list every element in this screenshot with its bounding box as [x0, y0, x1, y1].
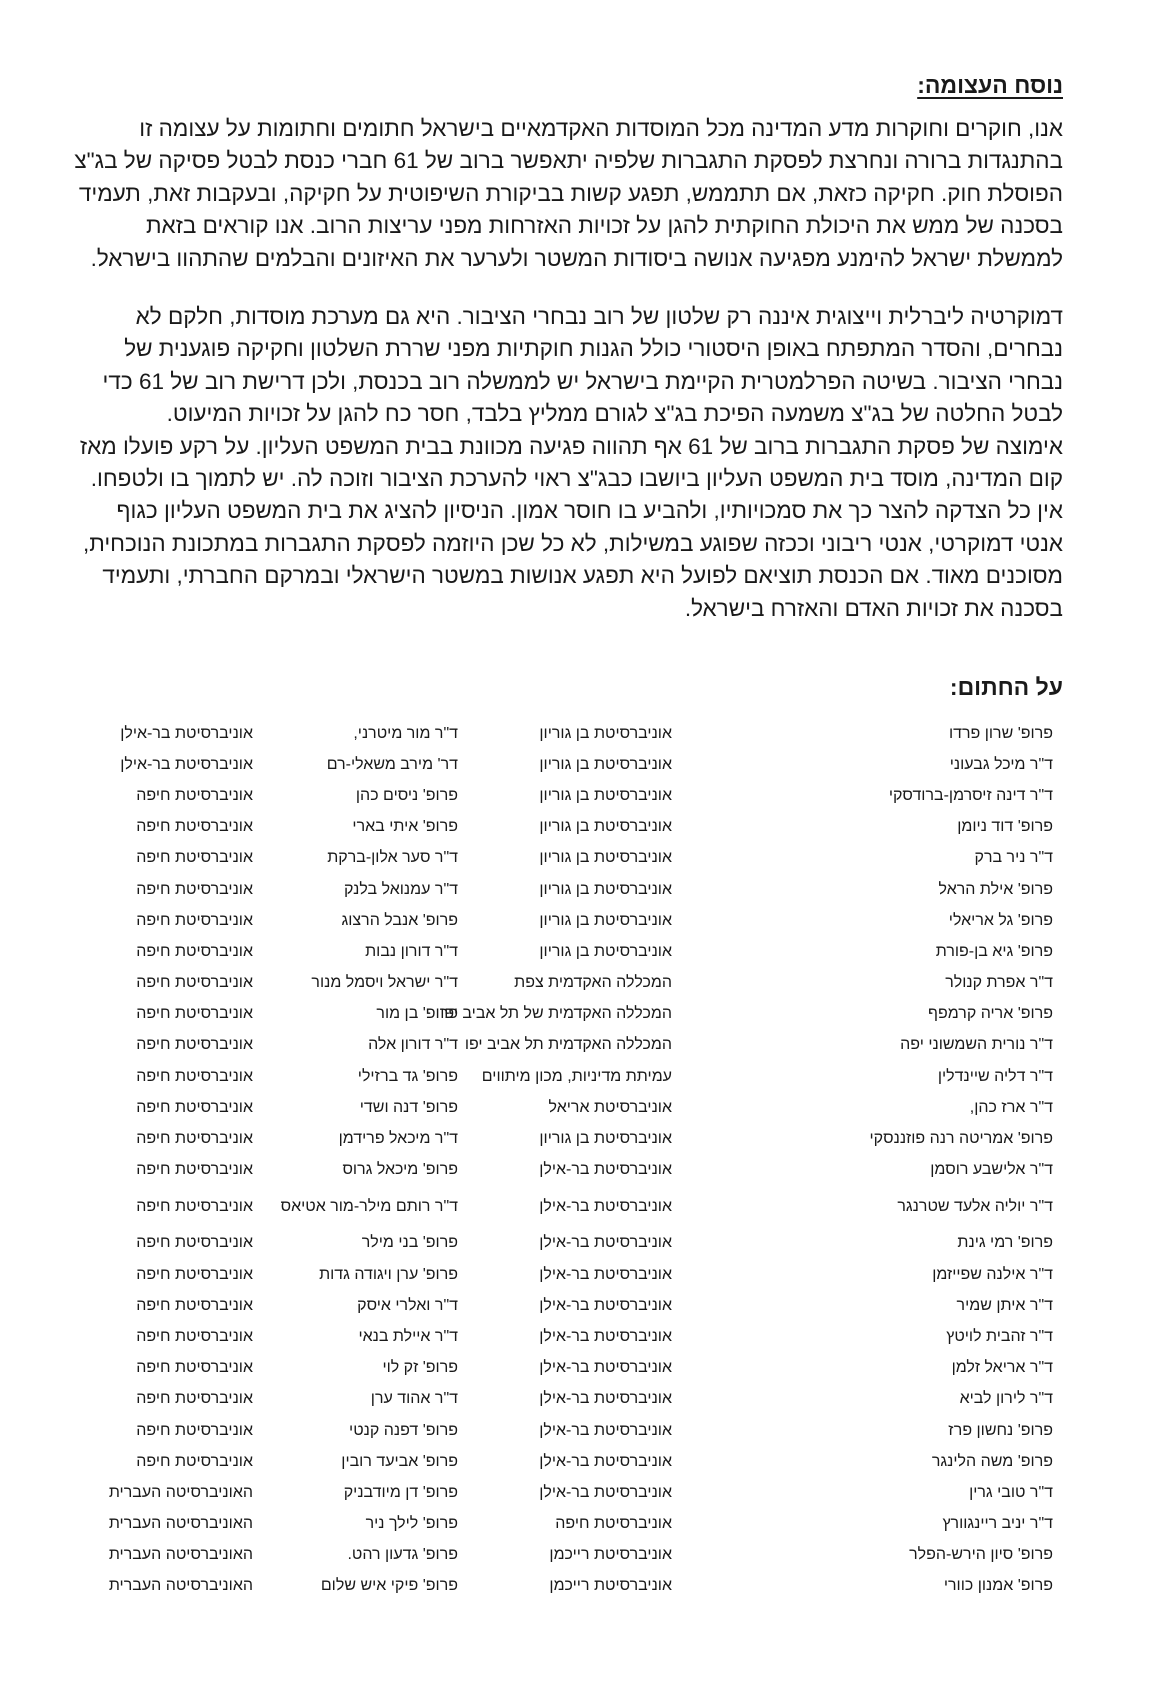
signatory-name: פרופ' דן מיודבניק	[343, 1483, 458, 1501]
signatory-row	[73, 1477, 1063, 1508]
paragraph-line: דמוקרטיה ליברלית וייצוגית איננה רק שלטון של רוב נבחרי הציבור. היא גם מערכת מוסדות, חלקם לא	[135, 304, 1063, 329]
signatory-row	[73, 1415, 1063, 1446]
signatory-name: ד"ר אילנה שפייזמן	[932, 1265, 1053, 1283]
signatory-institution: המכללה האקדמית של תל אביב יפו	[440, 1005, 672, 1023]
paragraph-line: בהתנגדות ברורה ונחרצת לפסקת התגברות שלפיה יתאפשר ברוב של 61 חברי כנסת לבטל פסיקה של בג"צ	[74, 148, 1063, 174]
signatory-institution: אוניברסיטת בן גוריון	[539, 724, 672, 742]
signatory-institution: אוניברסיטת חיפה	[136, 1067, 253, 1085]
signatory-institution: אוניברסיטת בן גוריון	[539, 942, 672, 960]
signatory-row	[73, 936, 1063, 967]
signatory-institution: אוניברסיטת חיפה	[136, 1359, 253, 1377]
signatory-institution: אוניברסיטת חיפה	[555, 1515, 672, 1533]
signatory-institution: אוניברסיטת בר-אילן	[539, 1161, 672, 1179]
signatory-row	[73, 843, 1063, 874]
signatory-institution: המכללה האקדמית תל אביב יפו	[464, 1036, 672, 1054]
signatory-institution: אוניברסיטת בן גוריון	[539, 880, 672, 898]
signatory-name: ד"ר עמנואל בלנק	[344, 880, 458, 898]
signatory-name: פרופ' לילך ניר	[365, 1515, 458, 1533]
signatory-institution: אוניברסיטת בן גוריון	[539, 786, 672, 804]
signatory-name: ד"ר אהוד ערן	[370, 1390, 458, 1408]
signatory-name: ד"ר איתן שמיר	[956, 1296, 1053, 1314]
signatory-institution: אוניברסיטת בר-אילן	[120, 724, 253, 742]
signatory-institution: אוניברסיטת חיפה	[136, 1161, 253, 1179]
paragraph-line: הפוסלת חוק. חקיקה כזאת, אם תתממש, תפגע קשות בביקורת השיפוטית על חקיקה, ובעקבות זאת, תעמיד	[78, 180, 1063, 206]
signatory-name: פרופ' גיא בן-פורת	[935, 942, 1053, 960]
signatory-name: דר' מירב משאלי-רם	[326, 755, 458, 773]
signatory-row	[73, 874, 1063, 905]
signatory-institution: אוניברסיטת בר-אילן	[120, 755, 253, 773]
signatory-name: פרופ' אמריטה רנה פוזננסקי	[869, 1130, 1053, 1148]
signatory-name: פרופ' ערן ויגודה גדות	[319, 1265, 458, 1283]
signatory-row	[73, 718, 1063, 749]
signatory-name: ד"ר איילת בנאי	[358, 1327, 458, 1345]
signatory-name: ד"ר רותם מילר-מור אטיאס	[280, 1197, 458, 1215]
signatory-name: פרופ' גדעון רהט.	[347, 1546, 458, 1564]
petition-paragraph-2	[53, 301, 1063, 625]
signatory-institution: האוניברסיטה העברית	[108, 1515, 253, 1533]
signatory-name: פרופ' גד ברזילי	[357, 1067, 458, 1085]
signatory-institution: אוניברסיטת בר-אילן	[539, 1296, 672, 1314]
signatory-row	[73, 1384, 1063, 1415]
signatory-name: פרופ' משה הלינגר	[931, 1452, 1053, 1470]
signatory-institution: אוניברסיטת חיפה	[136, 911, 253, 929]
signatory-row	[73, 1321, 1063, 1352]
signatory-institution: עמיתת מדיניות, מכון מיתווים	[481, 1067, 672, 1085]
signatory-institution: אוניברסיטת בן גוריון	[539, 849, 672, 867]
paragraph-line: אימוצה של פסקת התגברות ברוב של 61 אף תהווה פגיעה מכוונת בבית המשפט העליון. על רקע פועלו מאז	[79, 433, 1063, 459]
signatory-institution: אוניברסיטת חיפה	[136, 1390, 253, 1408]
signatory-name: ד"ר דורון נבות	[365, 942, 458, 960]
signatory-name: פרופ' אילת הראל	[938, 880, 1053, 898]
signatory-name: פרופ' פיקי איש שלום	[320, 1577, 458, 1595]
signatory-institution: האוניברסיטה העברית	[108, 1483, 253, 1501]
signatory-name: פרופ' בני מילר	[361, 1234, 458, 1252]
signatory-institution: אוניברסיטת חיפה	[136, 1197, 253, 1215]
signatory-institution: אוניברסיטת חיפה	[136, 786, 253, 804]
signatory-institution: אוניברסיטת אריאל	[548, 1098, 672, 1116]
signatory-name: פרופ' זק לוי	[382, 1359, 458, 1377]
signatory-institution: אוניברסיטת חיפה	[136, 849, 253, 867]
paragraph-line: אנטי דמוקרטי, אנטי ריבוני וככזה שפוגע במשילות, לא כל שכן היוזמה לפסקת התגברות במתכונת הנוכחית,	[82, 530, 1063, 556]
signatory-name: ד"ר ואלרי איסק	[357, 1296, 458, 1314]
signatory-institution: אוניברסיטת בר-אילן	[539, 1197, 672, 1215]
paragraph-line: בסכנה של ממש את היכולת החוקתית להגן על זכויות האזרחות מפני עריצות הרוב. אנו קוראים בזאת	[145, 213, 1063, 239]
signatory-institution: אוניברסיטת חיפה	[136, 1098, 253, 1116]
petition-paragraph-1	[53, 113, 1063, 275]
signatory-institution: אוניברסיטת רייכמן	[549, 1577, 672, 1595]
signatory-name: פרופ' ניסים כהן	[355, 786, 458, 804]
signatory-institution: אוניברסיטת חיפה	[136, 1265, 253, 1283]
signatory-name: פרופ' רמי גינת	[957, 1234, 1053, 1252]
signatory-institution: אוניברסיטת חיפה	[136, 1234, 253, 1252]
signatory-name: פרופ' איתי בארי	[352, 818, 458, 836]
signatory-institution: אוניברסיטת רייכמן	[549, 1546, 672, 1564]
signatory-name: פרופ' שרון פרדו	[948, 724, 1053, 742]
signatory-row	[73, 1571, 1063, 1602]
signatory-name: ד"ר נורית השמשוני יפה	[900, 1036, 1053, 1054]
paragraph-line: לבטל החלטה של בג"צ משמעה הפיכת בג"צ לגורם ממליץ בלבד, חסר כח להגן על זכויות המיעוט.	[166, 401, 1063, 427]
signatory-name: ד"ר יוליה אלעד שטרנגר	[897, 1197, 1053, 1215]
signatory-name: ד"ר דליה שיינדלין	[937, 1067, 1053, 1085]
signatory-name: פרופ' דפנה קנטי	[349, 1421, 458, 1439]
signatory-row	[73, 999, 1063, 1030]
signatory-name: ד"ר זהבית לויטץ	[946, 1327, 1053, 1345]
signatory-row	[73, 1446, 1063, 1477]
paragraph-line: אנו, חוקרים וחוקרות מדע המדינה מכל המוסדות האקדמאיים בישראל חתומים וחתומות על עצומה זו	[139, 116, 1063, 141]
signatory-row	[73, 749, 1063, 780]
signatory-institution: אוניברסיטת חיפה	[136, 1421, 253, 1439]
signatory-name: פרופ' דנה ושדי	[359, 1098, 458, 1116]
signatory-name: ד"ר סער אלון-ברקת	[327, 849, 458, 867]
signatory-institution: אוניברסיטת בר-אילן	[539, 1483, 672, 1501]
signatory-name: פרופ' דוד ניומן	[957, 818, 1053, 836]
signatory-row	[73, 1186, 1063, 1228]
signatory-name: ד"ר יניב ריינגוורץ	[942, 1515, 1053, 1533]
signatory-row	[73, 1540, 1063, 1571]
signatory-name: פרופ' אמנון כוורי	[943, 1577, 1053, 1595]
signatory-institution: אוניברסיטת בר-אילן	[539, 1421, 672, 1439]
signatory-name: ד"ר דינה זיסרמן-ברודסקי	[888, 786, 1053, 804]
signatory-row	[73, 1030, 1063, 1061]
signatory-row	[73, 780, 1063, 811]
signatory-institution: אוניברסיטת חיפה	[136, 1327, 253, 1345]
signatory-row	[73, 1061, 1063, 1092]
signatories-table	[73, 718, 1063, 1602]
signatory-name: ד"ר אריאל זלמן	[951, 1359, 1053, 1377]
signatory-institution: אוניברסיטת בר-אילן	[539, 1265, 672, 1283]
paragraph-line: לממשלת ישראל להימנע מפגיעה אנושה ביסודות המשטר ולערער את האיזונים והבלמים שהתהוו בישראל.	[90, 245, 1063, 271]
signatory-name: פרופ' בן מור	[376, 1005, 458, 1023]
signatory-name: פרופ' אביעד רובין	[341, 1452, 458, 1470]
signatory-institution: אוניברסיטת חיפה	[136, 942, 253, 960]
signatory-name: ד"ר ארז כהן,	[969, 1098, 1053, 1116]
paragraph-line: נבחרי הציבור. בשיטה הפרלמטרית הקיימת בישראל יש לממשלה רוב בכנסת, ולכן דרישת רוב של 61 כדי	[102, 368, 1063, 394]
signatory-institution: אוניברסיטת בן גוריון	[539, 818, 672, 836]
signatory-name: ד"ר אלישבע רוסמן	[930, 1161, 1053, 1179]
signatory-institution: אוניברסיטת בן גוריון	[539, 911, 672, 929]
signatory-institution: האוניברסיטה העברית	[108, 1577, 253, 1595]
signatory-row	[73, 1290, 1063, 1321]
signatory-institution: אוניברסיטת בן גוריון	[539, 1130, 672, 1148]
signatory-institution: אוניברסיטת בר-אילן	[539, 1390, 672, 1408]
paragraph-line: אין כל הצדקה להצר כך את סמכויותיו, ולהביע בו חוסר אמון. הניסיון להציג את בית המשפט העליון כגוף	[116, 498, 1063, 524]
signatory-row	[73, 905, 1063, 936]
signatory-name: ד"ר מיכל גבעוני	[949, 755, 1053, 773]
signatory-name: פרופ' סיון הירש-הפלר	[909, 1546, 1053, 1564]
signatory-institution: אוניברסיטת חיפה	[136, 880, 253, 898]
signatory-name: פרופ' נחשון פרז	[948, 1421, 1053, 1439]
signatory-institution: אוניברסיטת חיפה	[136, 1130, 253, 1148]
paragraph-line: נבחרים, והסדר המתפתח באופן היסטורי כולל הגנות חוקתיות מפני שררת השלטון וחקיקה פוגענית של	[124, 336, 1063, 362]
paragraph-line: בסכנה את זכויות האדם והאזרח בישראל.	[684, 595, 1063, 621]
signatory-name: פרופ' מיכאל גרוס	[342, 1161, 458, 1179]
signatory-institution: אוניברסיטת בר-אילן	[539, 1452, 672, 1470]
petition-heading: נוסח העצומה:	[917, 72, 1063, 98]
signatory-name: ד"ר לירון לביא	[959, 1390, 1053, 1408]
signatory-name: ד"ר אפרת קנולר	[945, 974, 1053, 992]
signatory-row	[73, 968, 1063, 999]
signatory-row	[73, 1123, 1063, 1154]
signatory-name: ד"ר ניר ברק	[974, 849, 1053, 867]
signatory-name: ד"ר דורון אלה	[368, 1036, 458, 1054]
signatory-institution: אוניברסיטת בר-אילן	[539, 1327, 672, 1345]
signatory-name: ד"ר מיכאל פרידמן	[338, 1130, 458, 1148]
signatory-institution: אוניברסיטת חיפה	[136, 1036, 253, 1054]
paragraph-line: מסוכנים מאוד. אם הכנסת תוציאם לפועל היא תפגע אנושות במשטר הישראלי ובמרקם החברתי, ותעמיד	[102, 563, 1063, 589]
signatory-row	[73, 1353, 1063, 1384]
paragraph-line: קום המדינה, מוסד בית המשפט העליון ביושבו כבג"צ ראוי להערכת הציבור וזוכה לה. יש לתמוך בו ולטפחו.	[90, 466, 1063, 492]
signatory-institution: אוניברסיטת בר-אילן	[539, 1359, 672, 1377]
signatory-institution: המכללה האקדמית צפת	[514, 974, 672, 992]
signatory-name: פרופ' אנבל הרצוג	[341, 911, 458, 929]
signatory-name: ד"ר ישראל ויסמל מנור	[311, 974, 458, 992]
signatory-row	[73, 1092, 1063, 1123]
signatory-name: ד"ר טובי גרין	[969, 1483, 1053, 1501]
signatory-row	[73, 812, 1063, 843]
signatory-row	[73, 1155, 1063, 1186]
signatory-institution: אוניברסיטת בר-אילן	[539, 1234, 672, 1252]
signatory-name: פרופ' אריה קרמפף	[928, 1005, 1053, 1023]
signatory-row	[73, 1509, 1063, 1540]
signatory-name: פרופ' גל אריאלי	[948, 911, 1053, 929]
signatory-institution: אוניברסיטת בן גוריון	[539, 755, 672, 773]
signatory-row	[73, 1259, 1063, 1290]
signatory-institution: אוניברסיטת חיפה	[136, 974, 253, 992]
signatory-name: ד"ר מור מיטרני,	[353, 724, 458, 742]
signatories-heading: על החתום:	[949, 674, 1063, 700]
signatory-institution: אוניברסיטת חיפה	[136, 1452, 253, 1470]
signatory-row	[73, 1228, 1063, 1259]
signatory-institution: אוניברסיטת חיפה	[136, 1296, 253, 1314]
signatory-institution: האוניברסיטה העברית	[108, 1546, 253, 1564]
signatory-institution: אוניברסיטת חיפה	[136, 1005, 253, 1023]
signatory-institution: אוניברסיטת חיפה	[136, 818, 253, 836]
